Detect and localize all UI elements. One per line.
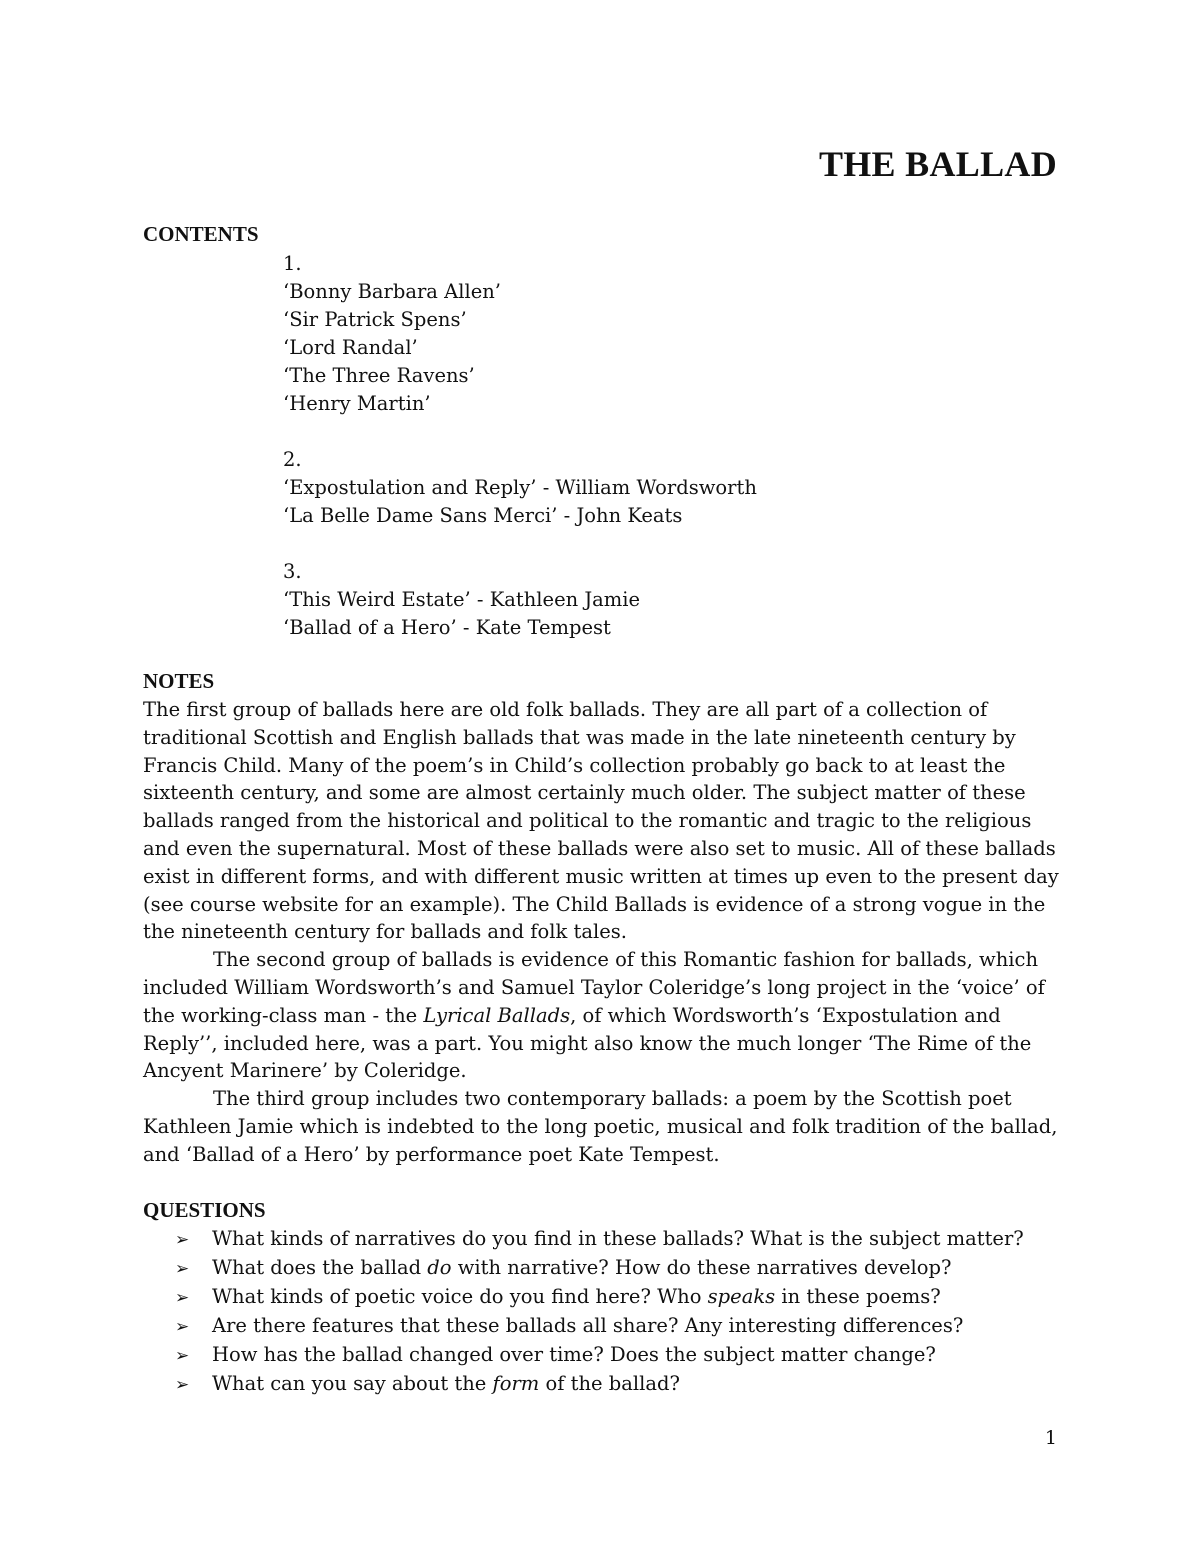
- question-emphasis: do: [427, 1256, 452, 1279]
- question-text: What kinds of narratives do you find in these ballads? What is the subject matter?: [212, 1227, 1024, 1250]
- notes-paragraph-2: [143, 946, 1073, 1085]
- question-text: of the ballad?: [539, 1372, 680, 1395]
- contents-item: ‘Lord Randal’: [283, 336, 418, 359]
- question-item: [175, 1312, 1024, 1341]
- contents-group-3: [283, 558, 757, 642]
- question-text: Are there features that these ballads all share? Any interesting differences?: [212, 1314, 964, 1337]
- arrow-bullet-icon: ➢: [175, 1288, 190, 1308]
- group-number: 3.: [283, 560, 302, 583]
- contents-item: ‘Sir Patrick Spens’: [283, 308, 467, 331]
- notes-paragraph-3: The third group includes two contemporary ballads: a poem by the Scottish poet Kathleen Jamie which is indebted to the long poetic, musical and folk tradition of the ballad, and ‘Ballad of a Hero’ by performance poet Kate Tempest.: [143, 1087, 1058, 1166]
- contents-item: ‘This Weird Estate’ - Kathleen Jamie: [283, 588, 641, 611]
- contents-group-2: [283, 446, 757, 530]
- contents-item: ‘La Belle Dame Sans Merci’ - John Keats: [283, 504, 683, 527]
- arrow-bullet-icon: ➢: [175, 1259, 190, 1279]
- question-emphasis: form: [492, 1372, 540, 1395]
- notes-body: [143, 696, 1073, 1169]
- question-text: What can you say about the: [212, 1372, 493, 1395]
- question-text: What kinds of poetic voice do you find here? Who: [212, 1285, 708, 1308]
- group-number: 1.: [283, 252, 302, 275]
- notes-heading: NOTES: [143, 669, 215, 693]
- emphasis-title: Lyrical Ballads: [423, 1003, 571, 1027]
- contents-heading: CONTENTS: [143, 222, 259, 246]
- arrow-bullet-icon: ➢: [175, 1317, 190, 1337]
- group-number: 2.: [283, 448, 302, 471]
- question-item: [175, 1341, 1024, 1370]
- question-text: What does the ballad: [212, 1256, 428, 1279]
- page-number: 1: [1044, 1427, 1057, 1449]
- question-item: [175, 1225, 1024, 1254]
- question-text: with narrative? How do these narratives develop?: [451, 1256, 952, 1279]
- arrow-bullet-icon: ➢: [175, 1375, 190, 1395]
- arrow-bullet-icon: ➢: [175, 1346, 190, 1366]
- contents-item: ‘Henry Martin’: [283, 392, 431, 415]
- contents-item: ‘Ballad of a Hero’ - Kate Tempest: [283, 616, 611, 639]
- contents-item: ‘Bonny Barbara Allen’: [283, 280, 501, 303]
- contents-item: ‘The Three Ravens’: [283, 364, 475, 387]
- questions-list: [175, 1225, 1024, 1399]
- arrow-bullet-icon: ➢: [175, 1230, 190, 1250]
- notes-text: , of which Wordsworth’s ‘Expostulation and Reply’’, included here, was a part. You might also know the much longer ‘The Rime of the Ancyent Marinere’ by Coleridge.: [143, 1003, 1032, 1083]
- contents-item: ‘Expostulation and Reply’ - William Wordsworth: [283, 476, 757, 499]
- question-text: How has the ballad changed over time? Does the subject matter change?: [212, 1343, 936, 1366]
- question-item: [175, 1370, 1024, 1399]
- question-item: [175, 1283, 1024, 1312]
- question-text: in these poems?: [775, 1285, 941, 1308]
- notes-text: The second group of ballads is evidence of this Romantic fashion for ballads, which included William Wordsworth’s and Samuel Taylor Coleridge’s long project in the ‘voice’ of the working-class man - the: [143, 948, 1045, 1027]
- contents-group-1: [283, 250, 757, 418]
- question-emphasis: speaks: [707, 1285, 776, 1308]
- questions-heading: QUESTIONS: [143, 1198, 266, 1222]
- page-title: THE BALLAD: [818, 144, 1057, 184]
- notes-paragraph-1: The first group of ballads here are old folk ballads. They are all part of a collection of traditional Scottish and English ballads that was made in the late nineteenth century by Francis Child. Many of the poem’s in Child’s collection probably go back to at least the sixteenth century, and some are almost certainly much older. The subject matter of these ballads ranged from the historical and political to the romantic and tragic to the religious and even the supernatural. Most of these ballads were also set to music. All of these ballads exist in different forms, and with different music written at times up even to the present day (see course website for an example). The Child Ballads is evidence of a strong vogue in the the nineteenth century for ballads and folk tales.: [143, 698, 1059, 944]
- question-item: [175, 1254, 1024, 1283]
- contents-list: [283, 250, 757, 670]
